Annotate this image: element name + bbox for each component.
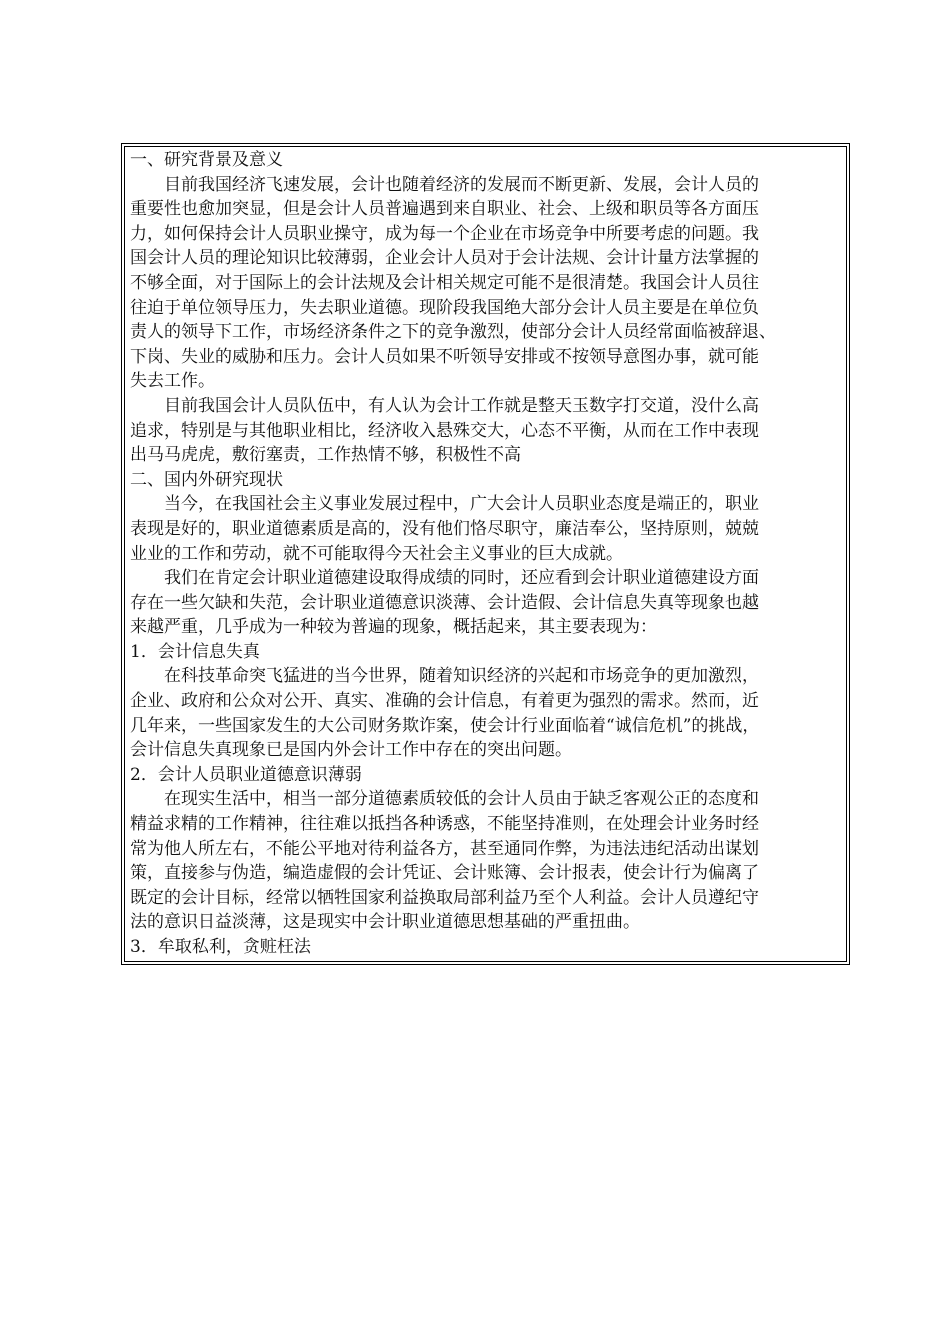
section-heading: 1．会计信息失真 [130,641,260,662]
document-content [130,148,841,958]
paragraph-line: 在科技革命突飞猛进的当今世界，随着知识经济的兴起和市场竞争的更加激烈， [164,666,759,687]
paragraph-line: 精益求精的工作精神，往往难以抵挡各种诱惑，不能坚持准则，在处理会计业务时经 [130,814,759,835]
paragraph-line: 下岗、失业的威胁和压力。会计人员如果不听领导安排或不按领导意图办事，就可能 [130,346,759,367]
paragraph-line: 重要性也愈加突显，但是会计人员普遍遇到来自职业、社会、上级和职员等各方面压 [130,199,759,220]
paragraph-line: 当今，在我国社会主义事业发展过程中，广大会计人员职业态度是端正的，职业 [164,494,759,515]
paragraph-line: 国会计人员的理论知识比较薄弱，企业会计人员对于会计法规、会计计量方法掌握的 [130,248,759,269]
paragraph-line: 来越严重，几乎成为一种较为普遍的现象，概括起来，其主要表现为： [130,617,657,638]
paragraph-line: 策，直接参与伪造，编造虚假的会计凭证、会计账簿、会计报表，使会计行为偏离了 [130,863,759,884]
paragraph-line: 几年来，一些国家发生的大公司财务欺诈案，使会计行业面临着“诚信危机”的挑战， [130,715,760,736]
paragraph-line: 失去工作。 [130,371,215,392]
section-heading: 3．牟取私利，贪赃枉法 [130,937,311,957]
paragraph-line: 追求，特别是与其他职业相比，经济收入悬殊交大，心态不平衡，从而在工作中表现 [130,420,759,441]
paragraph-line: 责人的领导下工作，市场经济条件之下的竞争激烈，使部分会计人员经常面临被辞退、 [130,322,776,343]
paragraph-line: 往迫于单位领导压力，失去职业道德。现阶段我国绝大部分会计人员主要是在单位负 [130,297,759,318]
paragraph-line: 出马马虎虎，敷衍塞责，工作热情不够，积极性不高 [130,445,521,466]
paragraph-line: 业业的工作和劳动，就不可能取得今天社会主义事业的巨大成就。 [130,543,623,564]
paragraph-line: 在现实生活中，相当一部分道德素质较低的会计人员由于缺乏客观公正的态度和 [164,789,759,810]
paragraph-line: 法的意识日益淡薄，这是现实中会计职业道德思想基础的严重扭曲。 [130,912,640,933]
bordered-text-box [121,143,850,965]
paragraph-line: 目前我国会计人员队伍中，有人认为会计工作就是整天玉数字打交道，没什么高 [164,395,759,416]
paragraph-line: 力，如何保持会计人员职业操守，成为每一个企业在市场竞争中所要考虑的问题。我 [130,223,759,244]
section-heading: 2．会计人员职业道德意识薄弱 [130,764,362,785]
paragraph-line: 我们在肯定会计职业道德建设取得成绩的同时，还应看到会计职业道德建设方面 [164,568,759,589]
paragraph-line: 企业、政府和公众对公开、真实、准确的会计信息，有着更为强烈的需求。然而，近 [130,691,759,712]
paragraph-line: 表现是好的，职业道德素质是高的，没有他们恪尽职守，廉洁奉公，坚持原则，兢兢 [130,518,759,539]
section-heading: 二、国内外研究现状 [130,469,283,490]
paragraph-line: 存在一些欠缺和失范，会计职业道德意识淡薄、会计造假、会计信息失真等现象也越 [130,592,759,613]
paragraph-line: 会计信息失真现象已是国内外会计工作中存在的突出问题。 [130,740,572,761]
section-heading: 一、研究背景及意义 [130,150,283,170]
paragraph-line: 不够全面，对于国际上的会计法规及会计相关规定可能不是很清楚。我国会计人员往 [130,272,759,293]
paragraph-line: 常为他人所左右，不能公平地对待利益各方，甚至通同作弊，为违法违纪活动出谋划 [130,838,759,859]
paragraph-line: 目前我国经济飞速发展，会计也随着经济的发展而不断更新、发展，会计人员的 [164,174,759,195]
paragraph-line: 既定的会计目标，经常以牺牲国家利益换取局部利益乃至个人利益。会计人员遵纪守 [130,887,759,908]
